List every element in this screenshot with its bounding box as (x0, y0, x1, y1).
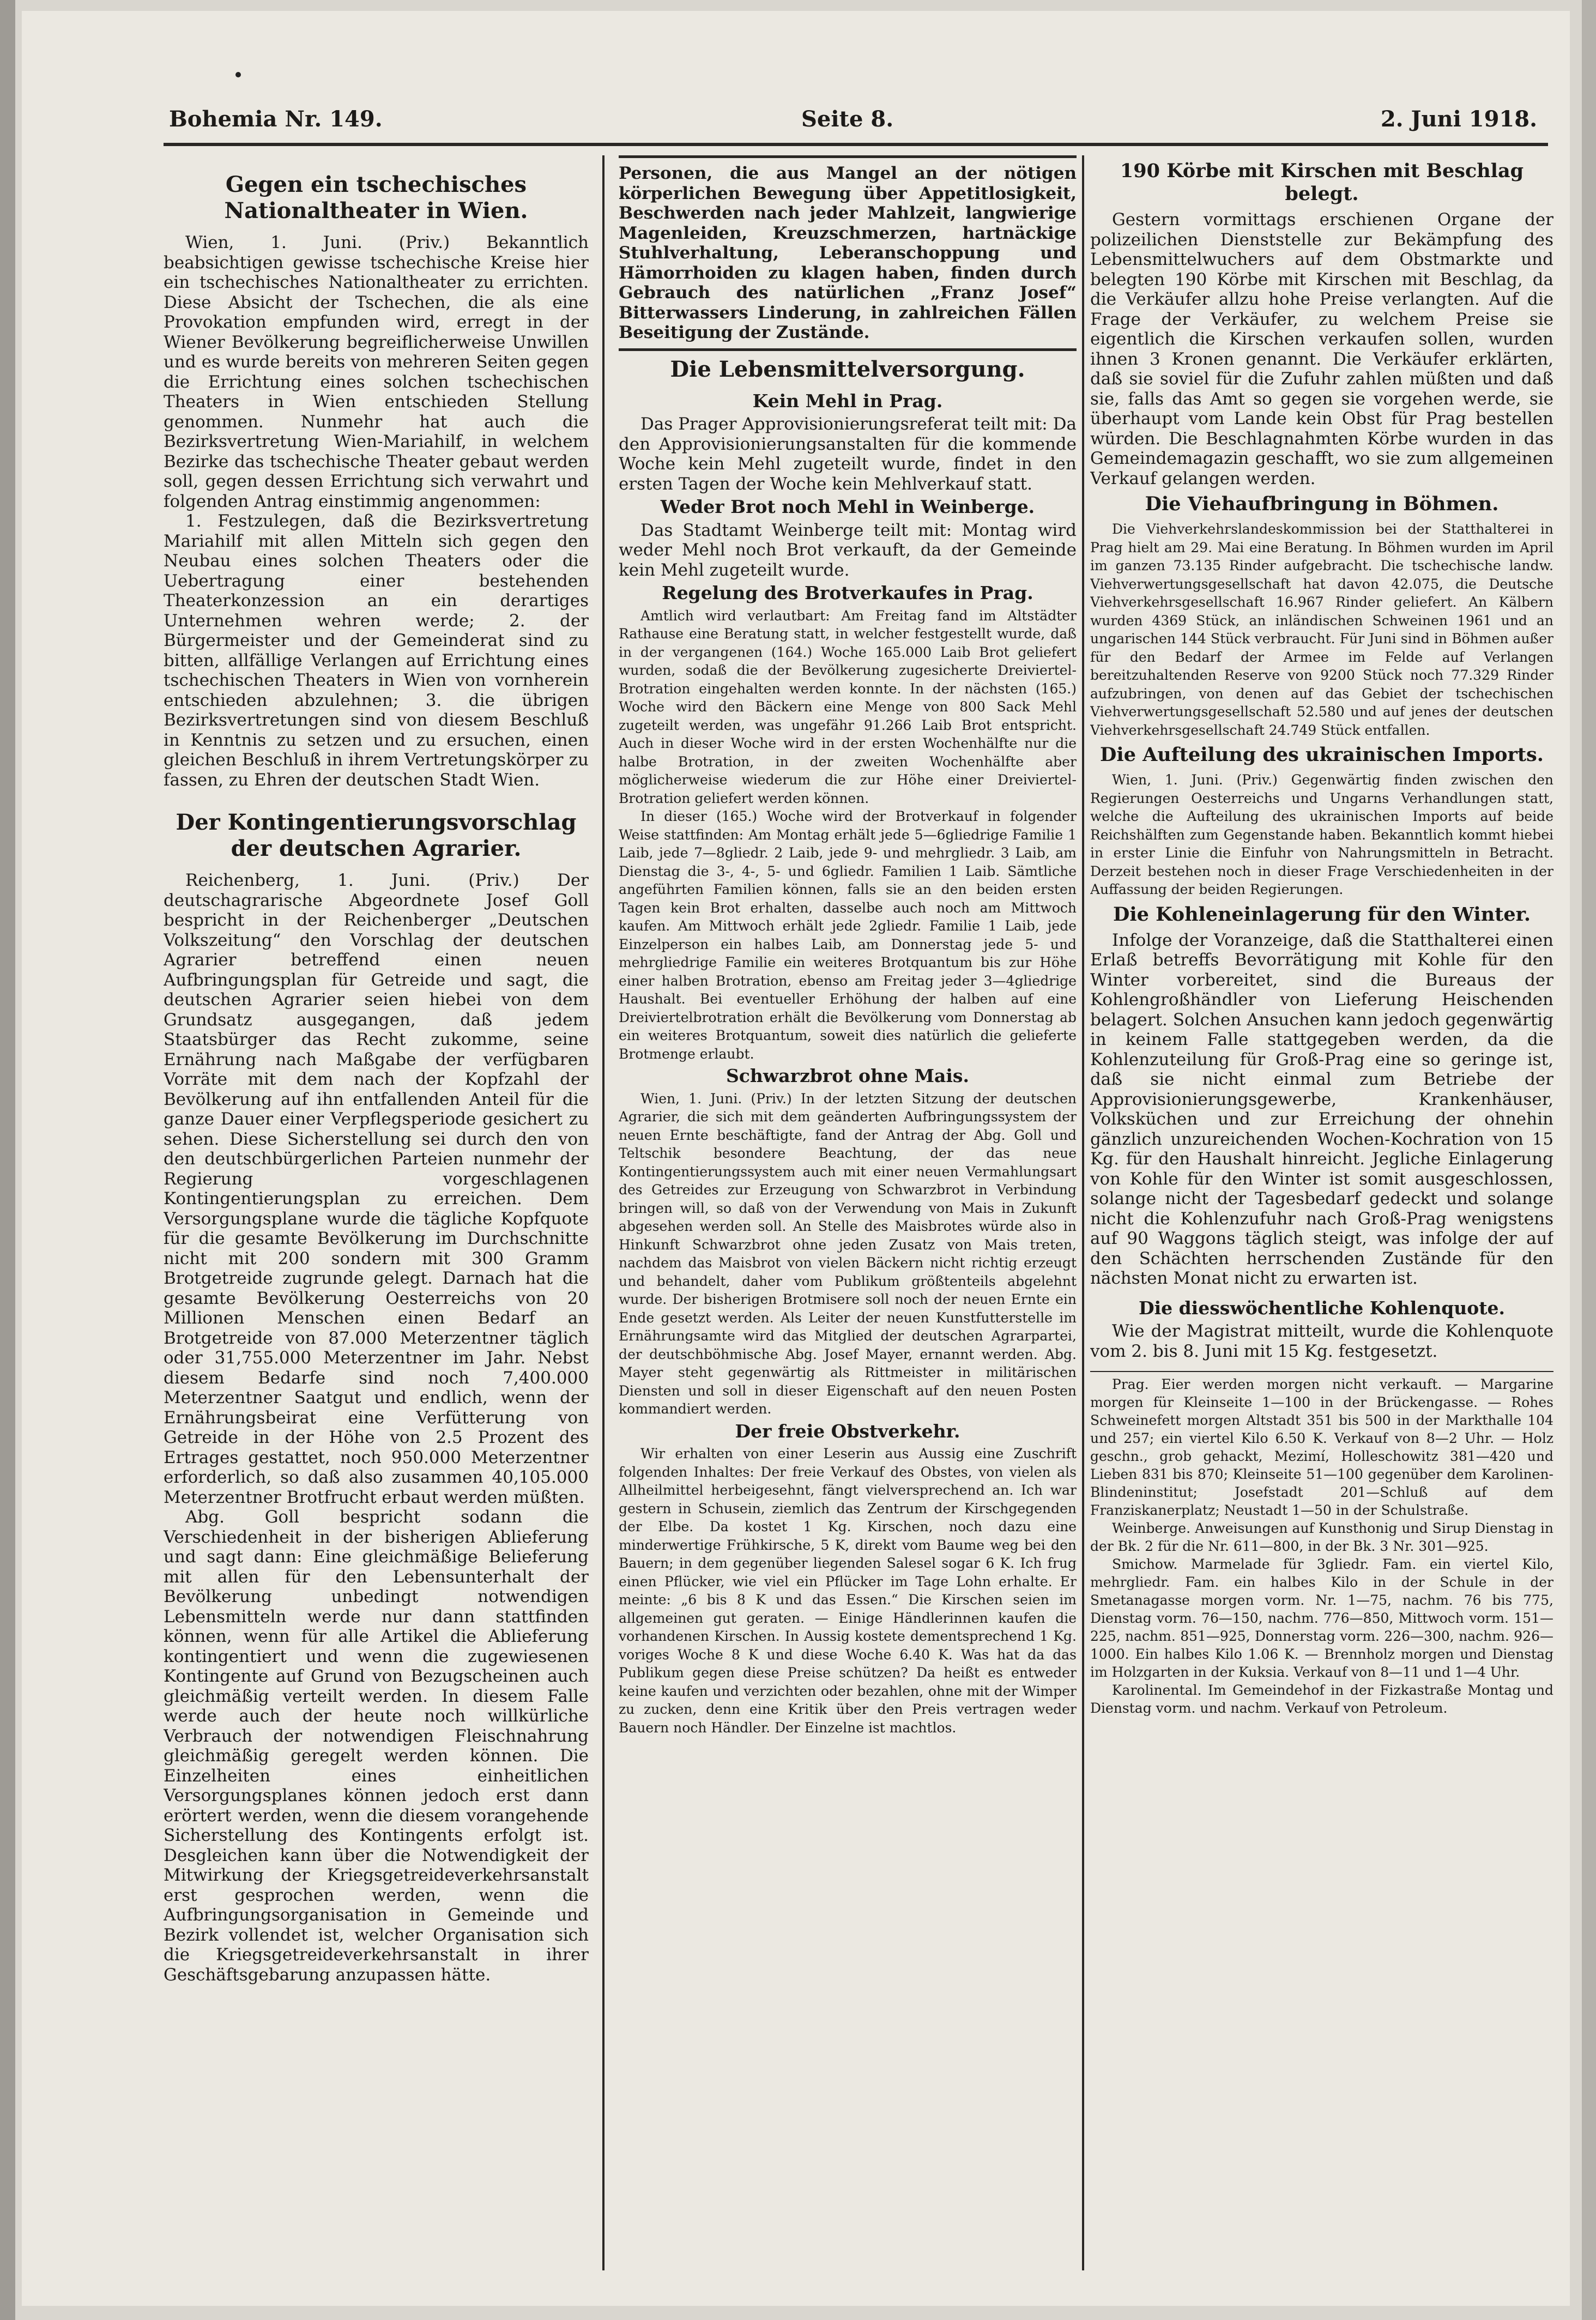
column-divider (1082, 155, 1084, 2270)
article-headline: Schwarzbrot ohne Mais. (726, 1065, 970, 1086)
section-headline: Die Lebensmittelversorgung. (670, 356, 1025, 382)
article-headline: Der Kontingentierungsvorschlag der deutschen Agrarier. (176, 809, 577, 861)
header-page-number: Seite 8. (801, 106, 894, 132)
article-paragraph: Die Viehverkehrslandeskommission bei der Statthalterei in Prag hielt am 29. Mai eine Beratung. In Böhmen wurden im April im ganzen 73.135 Rinder aufgebracht. Die tschechische landw. Viehverwertungsgesellschaft hat davon 42.075, die Deutsche Viehverkehrsgesellschaft 16.967 Rinder geliefert. An Kälbern wurden 4369 Stück, an inländischen Schweinen 1961 und an ungarischen 144 Stück verbraucht. Für Juni sind in Böhmen außer für den Bedarf der Armee im Felde auf Verlangen bereitzuhaltenden Reserve von 9200 Stück noch 77.329 Rinder aufzubringen, von denen auf das Gebiet der tschechischen Viehverwertungsgesellschaft 52.580 und auf jenes der deutschen Viehverkehrsgesellschaft 24.749 Stück entfallen. (1090, 521, 1553, 738)
article-paragraph: Wie der Magistrat mitteilt, wurde die Kohlenquote vom 2. bis 8. Juni mit 15 Kg. festgesetzt. (1090, 1321, 1553, 1361)
header-date: 2. Juni 1918. (1380, 106, 1537, 132)
article-headline: Regelung des Brotverkaufes in Prag. (662, 582, 1033, 603)
header-masthead: Bohemia Nr. 149. (169, 106, 383, 132)
article-body (619, 607, 1077, 1064)
column-divider (602, 155, 604, 2270)
article-headline: Kein Mehl in Prag. (752, 390, 943, 412)
article-body (619, 1090, 1077, 1418)
article-body (619, 1445, 1077, 1737)
article-paragraph: Amtlich wird verlautbart: Am Freitag fand im Altstädter Rathause eine Beratung statt, in welcher festgestellt wurde, daß in der vergangenen (164.) Woche 165.000 Laib Brot geliefert wurden, sodaß die der Bevölkerung zugesicherte Dreiviertel-Brotration eingehalten werden konnte. In der nächsten (165.) Woche wird den Bäckern eine Menge von 800 Sack Mehl zugeteilt werden, was ungefähr 91.266 Laib Brot entspricht. Auch in dieser Woche wird in der ersten Wochenhälfte nur die halbe Brotration, in der zweiten Wochenhälfte aber möglicherweise wiederum die zur Höhe einer Dreiviertel-Brotration geliefert werden können. (619, 607, 1077, 806)
notice-item: Weinberge. Anweisungen auf Kunsthonig und Sirup Dienstag in der Bk. 2 für die Nr. 611—800, in der Bk. 3 Nr. 301—925. (1090, 1520, 1553, 1554)
ad-top-rule (619, 155, 1077, 158)
article-body (1090, 771, 1553, 899)
article-body (1090, 520, 1553, 739)
article-headline: Weder Brot noch Mehl in Weinberge. (660, 496, 1035, 517)
article-paragraph: Reichenberg, 1. Juni. (Priv.) Der deutschagrarische Abgeordnete Josef Goll bespricht in der Reichenberger „Deutschen Volkszeitung“ den Vorschlag der deutschen Agrarier betreffend einen neuen Aufbringungsplan für Getreide und sagt, die deutschen Agrarier seien hiebei von dem Grundsatz ausgegangen, daß jedem Staatsbürger das Recht zukomme, seine Ernährung nach Maßgabe der verfügbaren Vorräte mit dem nach der Kopfzahl der Bevölkerung auf ihn entfallenden Anteil für die ganze Dauer einer Verpflegsperiode gesichert zu sehen. Diese Sicherstellung sei durch den von den deutschbürgerlichen Parteien nunmehr der Regierung vorgeschlagenen Kontingentierungsplan zu erreichen. Dem Versorgungsplane wurde die tägliche Kopfquote für die gesamte Bevölkerung im Durchschnitte nicht mit 200 sondern mit 300 Gramm Brotgetreide zugrunde gelegt. Darnach hat die gesamte Bevölkerung Oesterreichs von 20 Millionen Menschen einen Bedarf an Brotgetreide von 87.000 Meterzentner täglich oder 31,755.000 Meterzentner im Jahr. Nebst diesem Bedarfe sind noch 7,400.000 Meterzentner Saatgut und endlich, wenn der Ernährungsbeirat eine Verfütterung von Getreide in der Höhe von 2.5 Prozent des Ertrages gestattet, noch 950.000 Meterzentner erforderlich, so daß also zusammen 40,105.000 Meterzentner Brotfrucht erbaut werden müßten. (164, 871, 589, 1507)
notices-block (1090, 1375, 1553, 1717)
scan-edge-right (1582, 0, 1596, 2320)
article-paragraph: In dieser (165.) Woche wird der Brotverkauf in folgender Weise stattfinden: Am Montag erhält jede 5—6gliedrige Familie 1 Laib, jede 7—8gliedr. 2 Laib, jede 9- und mehrgliedr. 3 Laib, am Dienstag die 3-, 4-, 5- und 6gliedr. Familien 1 Laib. Sämtliche angeführten Familien können, falls sie an den beiden ersten Tagen kein Brot erhalten, dasselbe auch noch am Mittwoch kaufen. Am Mittwoch erhält jede 2gliedr. Familie 1 Laib, jede Einzelperson ein halbes Laib, am Donnerstag jede 5- und mehrgliedrige Familie ein weiteres Brotquantum bis zur Höhe einer halben Brotration, ebenso am Freitag jeder 3—4gliedrige Haushalt. Bei eventueller Erhöhung der halben auf eine Dreiviertelbrotration erhält die Bevölkerung vom Donnerstag ab ein weiteres Brotquantum, soweit dies natürlich die gelieferte Brotmenge erlaubt. (619, 808, 1077, 1062)
page-header (147, 106, 1553, 139)
article-paragraph: Infolge der Voranzeige, daß die Statthalterei einen Erlaß betreffs Bevorrätigung mit Kohle für den Winter vorbereitet, sind die Bureaus der Kohlengroßhändler von Lieferung Heischenden belagert. Solchen Ansuchen kann jedoch gegenwärtig in keinem Falle stattgegeben werden, da die Kohlenzuteilung für Groß-Prag eine so geringe ist, daß sie nicht einmal zum Betriebe der Approvisionierungsgewerbe, Krankenhäuser, Volksküchen und zur Erreichung der ohnehin gänzlich unzureichenden Wochen-Kochration von 15 Kg. für den Haushalt hinreicht. Jegliche Einlagerung von Kohle für den Winter ist somit ausgeschlossen, solange nicht der Tagesbedarf gedeckt und solange nicht die Kohlenzufuhr nach Groß-Prag wenigstens auf 90 Waggons täglich steigt, was infolge der auf den Schächten herrschenden Zustände für den nächsten Monat nicht zu erwarten ist. (1090, 930, 1553, 1288)
article-paragraph: Wir erhalten von einer Leserin aus Aussig eine Zuschrift folgenden Inhaltes: Der freie Verkauf des Obstes, von vielen als Allheilmittel herbeigesehnt, fängt vielversprechend an. Ich war gestern in Schusein, ziemlich das Zentrum der Kirschgegenden der Elbe. Da kostet 1 Kg. Kirschen, noch dazu eine minderwertige Frühkirsche, 5 K, direkt vom Baume weg bei den Bauern; in dem gegenüber liegenden Salesel sogar 6 K. Ich frug einen Pflücker, wie viel ein Pflücker im Tage Lohn erhalte. Er meinte: „6 bis 8 K und das Essen.“ Die Kirschen seien im allgemeinen gut geraten. — Einige Händlerinnen kaufen die vorhandenen Kirschen. In Aussig kostete dementsprechend 1 Kg. voriges Woche 8 K und diese Woche 6.40 K. Was hat da das Publikum gegen diese Preise schützen? Da heißt es entweder keine kaufen und verzichten oder bezahlen, ohne mit der Wimper zu zucken, denn eine Kritik über den Preis vertragen weder Bauern noch Händler. Der Einzelne ist machtlos. (619, 1446, 1077, 1736)
column-1 (164, 155, 589, 2309)
article-paragraph: Gestern vormittags erschienen Organe der polizeilichen Dienststelle zur Bekämpfung des Lebensmittelwuchers auf dem Obstmarkte und belegten 190 Körbe mit Kirschen mit Beschlag, da die Verkäufer allzu hohe Preise verlangten. Auf die Frage der Verkäufer, zu welchem Preise sie eigentlich die Kirschen verkaufen sollen, wurden ihnen 3 Kronen genannt. Die Verkäufer erklärten, daß sie soviel für die Zufuhr zahlen müßten und daß sie, falls das Amt so gegen sie vorgehen werde, sie überhaupt vom Lande kein Obst für Prag bestellen würden. Die Beschlagnahmten Körbe wurden in das Gemeindemagazin geschafft, wo sie zum allgemeinen Verkauf gelangen werden. (1090, 210, 1553, 488)
article-paragraph: Wien, 1. Juni. (Priv.) In der letzten Sitzung der deutschen Agrarier, die sich mit dem geänderten Aufbringungssystem der neuen Ernte beschäftigte, fand der Antrag der Abg. Goll und Teltschik besondere Beachtung, der das neue Kontingentierungssystem auch mit einer neuen Vermahlungsart des Getreides zur Erzeugung von Schwarzbrot in Verbindung bringen will, so daß von der Verwendung von Mais in Zukunft abgesehen werden soll. An Stelle des Maisbrotes würde also in Hinkunft Schwarzbrot ohne jeden Zusatz von Mais treten, nachdem das Maisbrot von vielen Bäckern nicht richtig erzeugt und behandelt, daher vom Publikum größtenteils abgelehnt wurde. Der bisherigen Brotmisere soll noch der neuen Ernte ein Ende gesetzt werden. Als Leiter der neuen Kunstfutterstelle im Ernährungsamte wird das Mitglied der deutschen Agrarpartei, der deutschböhmische Abg. Josef Mayer, ernannt werden. Abg. Mayer steht gegenwärtig als Rittmeister in militärischen Diensten und soll in dieser Eigenschaft auf den neuen Posten kommandiert werden. (619, 1090, 1077, 1417)
ad-bottom-rule (619, 348, 1077, 351)
article-headline: 190 Körbe mit Kirschen mit Beschlag belegt. (1120, 160, 1524, 205)
header-rule (164, 143, 1548, 146)
article-headline: Der freie Obstverkehr. (735, 1420, 960, 1442)
article-headline: Die Kohleneinlagerung für den Winter. (1113, 903, 1531, 926)
scan-edge-left (0, 0, 15, 2320)
article-paragraph: Wien, 1. Juni. (Priv.) Gegenwärtig finden zwischen den Regierungen Oesterreichs und Ungarns Verhandlungen statt, welche die Aufteilung des ukrainischen Imports auf beide Reichshälften zum Gegenstande haben. Bekanntlich kommt hiebei in erster Linie die Einfuhr von Nahrungsmitteln in Betracht. Derzeit bestehen noch in dieser Frage Verschiedenheiten in der Auffassung der beiden Regierungen. (1090, 772, 1553, 897)
article-paragraph: 1. Festzulegen, daß die Bezirksvertretung Mariahilf mit allen Mitteln sich gegen den Neubau eines solchen Theaters oder die Uebertragung einer bestehenden Theaterkonzession an ein derartiges Unternehmen wehren werde; 2. der Bürgermeister und der Gemeinderat sind zu bitten, allfällige Verlangen auf Errichtung eines tschechischen Theaters in Wien von vornherein entschieden abzulehnen; 3. die übrigen Bezirksvertretungen sind von diesem Beschluß in Kenntnis zu setzen und zu ersuchen, einen gleichen Beschluß in ihrem Vertretungskörper zu fassen, zu Ehren der deutschen Stadt Wien. (164, 511, 589, 790)
notices-rule (1090, 1371, 1553, 1372)
column-2 (619, 155, 1077, 2309)
notice-item: Karolinental. Im Gemeindehof in der Fizkastraße Montag und Dienstag vorm. und nachm. Verkauf von Petroleum. (1090, 1682, 1553, 1716)
article-headline: Die diesswöchentliche Kohlenquote. (1138, 1297, 1506, 1319)
notice-item: Smichow. Marmelade für 3gliedr. Fam. ein viertel Kilo, mehrgliedr. Fam. ein halbes Kilo in der Schule in der Smetanagasse morgen vorm. Nr. 1—75, nachm. 76 bis 775, Dienstag vorm. 76—150, nachm. 776—850, Mittwoch vorm. 151—225, nachm. 851—925, Donnerstag vorm. 226—300, nachm. 926—1000. Ein halbes Kilo 1.06 K. — Brennholz morgen und Dienstag im Holzgarten in der Kuksia. Verkauf von 8—11 und 1—4 Uhr. (1090, 1556, 1553, 1680)
article-paragraph: Abg. Goll bespricht sodann die Verschiedenheit in der bisherigen Ablieferung und sagt dann: Eine gleichmäßige Belieferung mit allen für den Lebensunterhalt der Bevölkerung unbedingt notwendigen Lebensmitteln werde nur dann stattfinden können, wenn für alle Artikel die Ablieferung kontingentiert und wenn die zugewiesenen Kontingente auf Grund von Bezugscheinen auch gleichmäßig verteilt werden. In diesem Falle werde auch der heute noch willkürliche Verbrauch der notwendigen Fleischnahrung gleichmäßig geregelt werden können. Die Einzelheiten eines einheitlichen Versorgungsplanes können jedoch erst dann erörtert werden, wenn die diesem vorangehende Sicherstellung des Kontingents erfolgt ist. Desgleichen kann über die Notwendigkeit der Mitwirkung der Kriegsgetreideverkehrsanstalt erst gesprochen werden, wenn die Aufbringungsorganisation in Gemeinde und Bezirk vollendet ist, welcher Organisation sich die Kriegsgetreideverkehrsanstalt in ihrer Geschäftsgebarung anzupassen hätte. (164, 1507, 589, 1985)
notice-item: Prag. Eier werden morgen nicht verkauft. — Margarine morgen für Kleinseite 1—100 in der Brückengasse. — Rohes Schweinefett morgen Altstadt 351 bis 500 in der Markthalle 104 und 257; ein viertel Kilo 6.50 K. Verkauf von 8—2 Uhr. — Holz geschn., grob gehackt, Mezimí, Holleschowitz 381—420 und Lieben 831 bis 870; Kleinseite 51—100 gegenüber dem Karolinen-Blindeninstitut; Josefstadt 201—Schluß auf dem Franziskanerplatz; Neustadt 1—50 in der Schulstraße. (1090, 1376, 1553, 1518)
article-paragraph: Wien, 1. Juni. (Priv.) Bekanntlich beabsichtigen gewisse tschechische Kreise hier ein tschechisches Nationaltheater zu errichten. Diese Absicht der Tschechen, die als eine Provokation empfunden wird, erregt in der Wiener Bevölkerung begreiflicherweise Unwillen und es wurde bereits von mehreren Seiten gegen die Errichtung eines solchen tschechischen Theaters in Wien entschieden Stellung genommen. Nunmehr hat auch die Bezirksvertretung Wien-Mariahilf, in welchem Bezirke das tschechische Theater gebaut werden soll, gegen dessen Errichtung sich verwahrt und folgenden Antrag einstimmig angenommen: (164, 233, 589, 511)
article-headline: Die Viehaufbringung in Böhmen. (1145, 493, 1499, 515)
advertisement-text: Personen, die aus Mangel an der nötigen körperlichen Bewegung über Appetitlosigkeit, Beschwerden nach jeder Mahlzeit, langwierige Magenleiden, Kreuzschmerzen, hartnäckige Stuhlverhaltung, Leberanschoppung und Hämorrhoiden zu klagen haben, finden durch Gebrauch des natürlichen „Franz Josef“ Bitterwassers Linderung, in zahlreichen Fällen Beseitigung der Zustände. (619, 164, 1077, 342)
ink-spot (235, 72, 241, 77)
article-headline: Die Aufteilung des ukrainischen Imports. (1100, 744, 1544, 766)
article-paragraph: Das Stadtamt Weinberge teilt mit: Montag wird weder Mehl noch Brot verkauft, da der Gemeinde kein Mehl zugeteilt wurde. (619, 520, 1077, 580)
article-paragraph: Das Prager Approvisionierungsreferat teilt mit: Da den Approvisionierungsanstalten für die kommende Woche kein Mehl zugeteilt wurde, findet in den ersten Tagen der Woche kein Mehlverkauf statt. (619, 414, 1077, 494)
article-headline: Gegen ein tschechisches Nationaltheater in Wien. (224, 172, 528, 223)
column-3 (1090, 155, 1553, 2309)
